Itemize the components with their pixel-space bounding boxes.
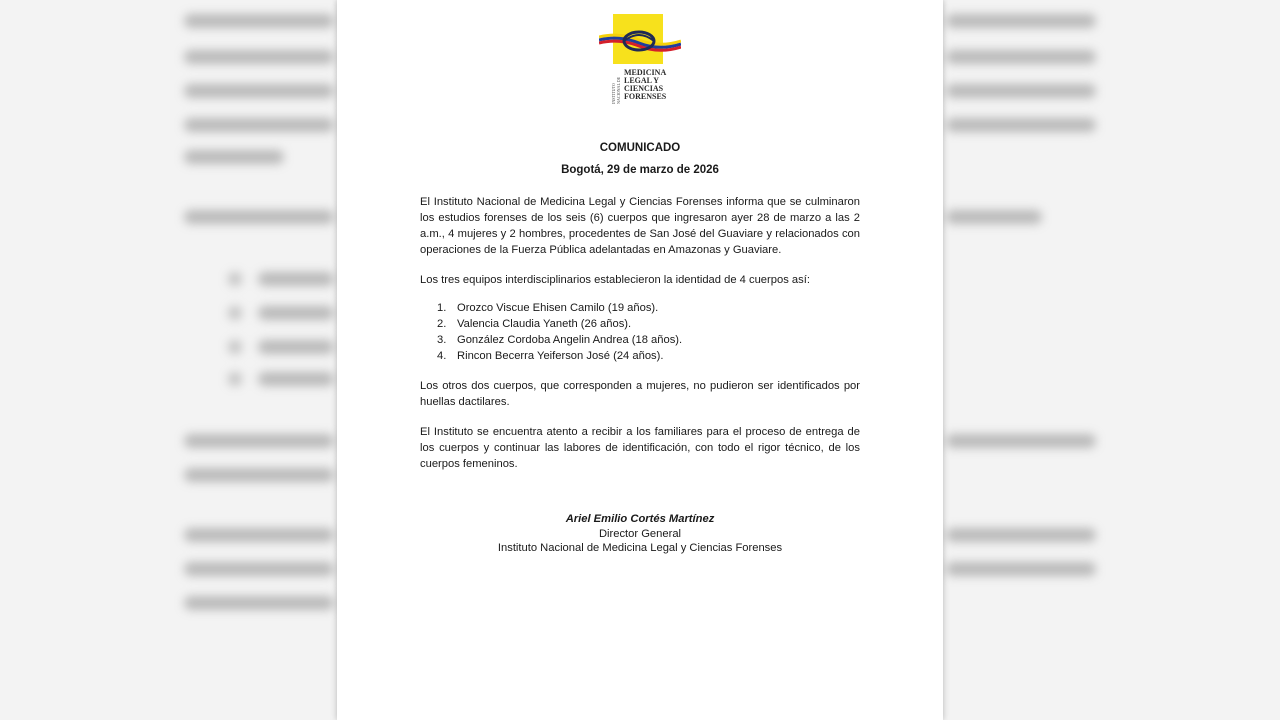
list-text: Rincon Becerra Yeiferson José (24 años). [457,350,664,362]
paragraph-families: El Instituto se encuentra atento a recibir a los familiares para el proceso de entrega de los cuerpos y continuar las labores de identificación, con todo el rigor técnico, de los cuerpos femeninos. [420,426,860,470]
document-body [420,140,860,556]
logo-subtext: INSTITUTO NACIONAL DE [611,76,621,104]
logo-eye-icon [599,14,681,64]
signer-name: Ariel Emilio Cortés Martínez [565,513,715,525]
list-text: Orozco Viscue Ehisen Camilo (19 años). [457,302,659,314]
list-text: González Cordoba Angelin Andrea (18 años). [457,334,683,346]
document-date: Bogotá, 29 de marzo de 2026 [561,164,719,176]
institute-logo [599,14,681,106]
signer-organization: Instituto Nacional de Medicina Legal y Ciencias Forenses [497,542,783,554]
list-item [420,332,860,348]
identified-list [420,300,860,364]
paragraph-unidentified: Los otros dos cuerpos, que corresponden a mujeres, no pudieron ser identificados por huellas dactilares. [420,380,860,408]
logo-line: LEGAL Y [624,76,660,85]
logo-line: MEDICINA [624,68,667,77]
list-number: 3. [437,334,447,346]
list-number: 4. [437,350,447,362]
paragraph-intro: El Instituto Nacional de Medicina Legal y Ciencias Forenses informa que se culminaron los estudios forenses de los seis (6) cuerpos que ingresaron ayer 28 de marzo a las 2 a.m., 4 mujeres y 2 hombres, procedentes de San José del Guaviare y relacionados con operaciones de la Fuerza Pública adelantadas en Amazonas y Guaviare. [420,196,860,256]
list-number: 1. [437,302,447,314]
document-title: COMUNICADO [599,142,681,154]
paragraph-identities: Los tres equipos interdisciplinarios establecieron la identidad de 4 cuerpos así: [420,274,810,286]
logo-wordmark [624,69,694,101]
signer-role: Director General [598,527,682,540]
document-page [337,0,943,720]
signature-block [420,512,860,556]
list-item [420,348,860,364]
list-item [420,316,860,332]
logo-line: CIENCIAS [624,84,664,93]
list-text: Valencia Claudia Yaneth (26 años). [457,318,632,330]
logo-line: FORENSES [624,92,667,101]
list-item [420,300,860,316]
list-number: 2. [437,318,447,330]
